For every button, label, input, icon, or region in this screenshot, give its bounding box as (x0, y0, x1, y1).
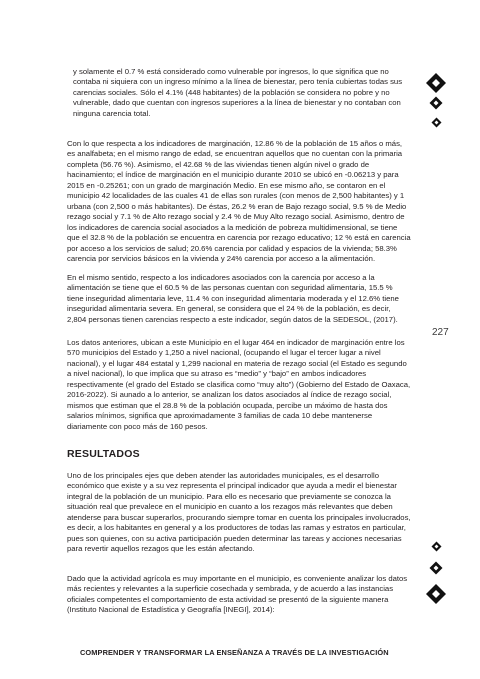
diamond-ornament-icon (425, 583, 447, 605)
diamond-ornament-icon (429, 561, 443, 575)
paragraph-agriculture: Dado que la actividad agrícola es muy importante en el municipio, es conveniente analizar los datos más recientes y relevantes a la superficie cosechada y sembrada, y de acuerdo a las instancias oficiales competentes el comportamiento de esta actividad se presentó de la siguiente manera (Instituto Nacional de Estadística y Geografía [INEGI], 2014): (67, 574, 408, 615)
paragraph-economic-development: Uno de los principales ejes que deben atender las autoridades municipales, es el desarrollo económico que existe y a su vez representa el principal indicador que ayuda a medir el bienestar integral de la población de un municipio. Para ello es necesario que previamente se conozca la situación real que prevalece en el municipio en cuanto a los rezagos más relevantes que deben atenderse para buscar superarlos, procurando siempre tomar en cuenta los principales involucrados, es decir, a los habitantes en general y a los productores de todas las ramas y estratos en particular, pues son quienes, con su activa participación pueden determinar las tareas y acciones necesarias para revertir aquellos rezagos que les están afectando. (67, 471, 411, 554)
section-heading-resultados: RESULTADOS (67, 448, 140, 460)
paragraph-food-access: En el mismo sentido, respecto a los indicadores asociados con la carencia por acceso a la alimentación se tiene que el 60.5 % de las personas cuentan con seguridad alimentaria, 15.5 % tiene inseguridad alimentaria leve, 11.4 % con inseguridad alimentaria moderada y el 12.6% tiene inseguridad alimentaria severa. En general, se considera que el 24 % de la población, es decir, 2,804 personas tienen carencias respecto a este indicador, según datos de la SEDESOL, (2017). (67, 273, 399, 324)
paragraph-vulnerability: y solamente el 0.7 % está considerado como vulnerable por ingresos, lo que significa que no contaba ni siquiera con un ingreso mínimo a la línea de bienestar, pero tenía cubiertas todas sus carencias sociales. Sólo el 4.1% (448 habitantes) de la población se considera no pobre y no vulnerable, dado que cuentan con ingresos superiores a la línea de bienestar y no contaban con ninguna carencia total. (73, 67, 403, 118)
diamond-ornament-icon (431, 541, 442, 552)
diamond-ornament-icon (429, 96, 443, 110)
diamond-ornament-icon (425, 72, 447, 94)
running-footer: COMPRENDER Y TRANSFORMAR LA ENSEÑANZA A TRAVÉS DE LA INVESTIGACIÓN (80, 648, 389, 657)
paragraph-marginalization: Con lo que respecta a los indicadores de marginación, 12.86 % de la población de 15 años o más, es analfabeta; en el mismo rango de edad, se encuentran aquellos que no cuentan con la primaria completa (56.76 %). Asimismo, el 42.68 % de las viviendas tienen algún nivel o grado de hacinamiento; el índice de marginación en el municipio durante 2010 se ubicó en -0.06213 y para 2015 en -0.25261; con un grado de marginación Medio. En ese mismo año, se contaron en el municipio 42 localidades de las cuales 41 de ellas son rurales (con menos de 2,500 habitantes) y 1 urbana (con 2,500 o más habitantes). De éstas, 26.2 % eran de Bajo rezago social, 9.5 % de Medio rezago social y 7.1 % de Alto rezago social y 2.4 % de Muy Alto rezago social. Asimismo, dentro de los indicadores de carencia social asociados a la medición de pobreza multidimensional, se tiene que el 32.8 % de la población se encuentra en carencia por rezago educativo; 12 % está en carencia por acceso a los servicios de salud; 20.6% carencia por calidad y espacios de la vivienda; 58.3% carencia por servicios básicos en la vivienda y 24% carencia por acceso a la alimentación. (67, 139, 411, 263)
diamond-ornament-icon (431, 117, 442, 128)
paragraph-ranking: Los datos anteriores, ubican a este Municipio en el lugar 464 en indicador de marginación entre los 570 municipios del Estado y 1,250 a nivel nacional, (ocupando el lugar el tercer lugar a nivel nacional), y el lugar 484 estatal y 1,299 nacional en materia de rezago social (el Estado es segundo a nivel nacional), lo que implica que su atraso es “medio” y “bajo” en ambos indicadores respectivamente (el grado del Estado se clasifica como “muy alto”) (Gobierno del Estado de Oaxaca, 2016-2022). Si aunado a lo anterior, se analizan los datos asociados al índice de rezago social, mismos que estiman que el 28.8 % de la población ocupada, percibe un máximo de hasta dos salarios mínimos, significa que aproximadamente 3 familias de cada 10 debe mantenerse diariamente con poco más de 160 pesos. (67, 338, 411, 431)
page-number: 227 (432, 327, 449, 338)
